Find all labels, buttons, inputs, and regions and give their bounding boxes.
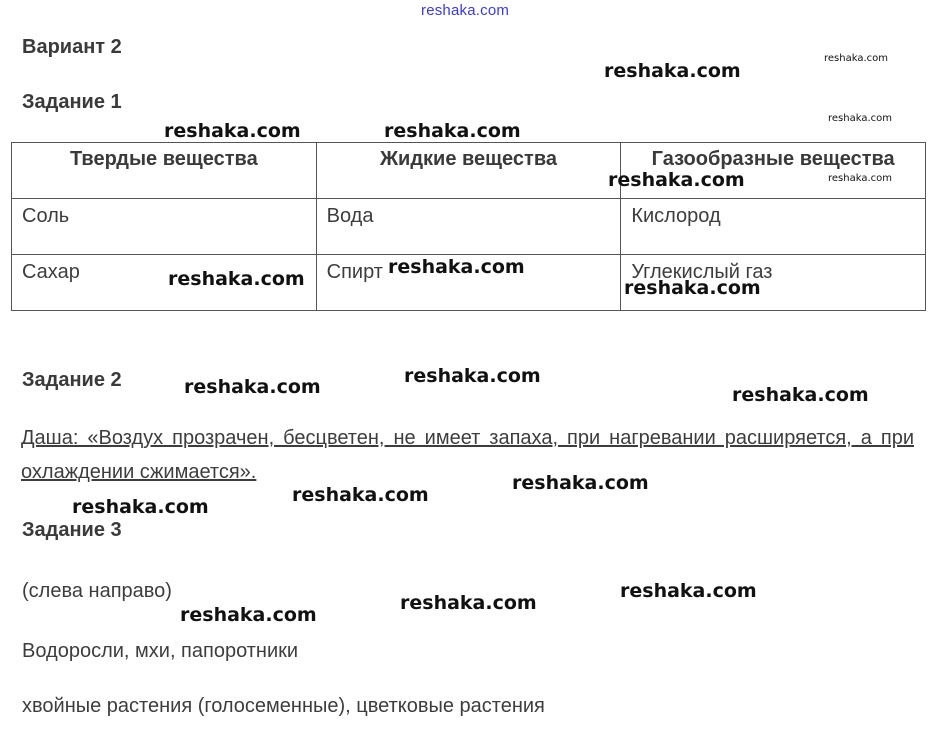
watermark: reshaka.com xyxy=(168,268,305,290)
watermark: reshaka.com xyxy=(604,60,741,82)
watermark: reshaka.com xyxy=(608,169,745,191)
task2-answer-text: Даша: «Воздух прозрачен, бесцветен, не имеет запаха, при нагревании расширяется, а при охлаждении сжимается». xyxy=(21,427,914,483)
watermark: reshaka.com xyxy=(164,120,301,142)
watermark: reshaka.com xyxy=(292,484,429,506)
watermark: reshaka.com xyxy=(388,256,525,278)
watermark: reshaka.com xyxy=(620,580,757,602)
watermark: reshaka.com xyxy=(624,277,761,299)
watermark: reshaka.com xyxy=(400,592,537,614)
task3-heading: Задание 3 xyxy=(22,519,122,541)
watermark: reshaka.com xyxy=(732,384,869,406)
watermark-small: reshaka.com xyxy=(828,113,892,124)
watermark: reshaka.com xyxy=(184,376,321,398)
table-row xyxy=(12,199,926,255)
table-header-row xyxy=(12,143,926,199)
header-gas: Газообразные вещества xyxy=(621,143,926,199)
header-solid: Твердые вещества xyxy=(12,143,317,199)
watermark: reshaka.com xyxy=(384,120,521,142)
watermark-small: reshaka.com xyxy=(828,173,892,184)
variant-title: Вариант 2 xyxy=(22,36,122,58)
task3-line1: (слева направо) xyxy=(22,580,172,602)
watermark: reshaka.com xyxy=(180,604,317,626)
table-cell: Сахар xyxy=(12,255,317,311)
header-liquid: Жидкие вещества xyxy=(316,143,621,199)
table-cell: Спирт xyxy=(316,255,621,311)
substances-table xyxy=(11,142,926,311)
table-cell: Вода xyxy=(316,199,621,255)
watermark: reshaka.com xyxy=(72,496,209,518)
task3-line2: Водоросли, мхи, папоротники xyxy=(22,640,299,662)
task2-heading: Задание 2 xyxy=(22,369,122,391)
watermark: reshaka.com xyxy=(512,472,649,494)
watermark-small: reshaka.com xyxy=(824,53,888,64)
task3-line3: хвойные растения (голосеменные), цветковые растения xyxy=(22,695,545,717)
table-cell: Соль xyxy=(12,199,317,255)
task2-answer xyxy=(21,421,914,489)
watermark: reshaka.com xyxy=(404,365,541,387)
table-cell: Углекислый газ xyxy=(621,255,926,311)
table-cell: Кислород xyxy=(621,199,926,255)
watermark-top: reshaka.com xyxy=(421,2,510,19)
task1-heading: Задание 1 xyxy=(22,91,122,113)
